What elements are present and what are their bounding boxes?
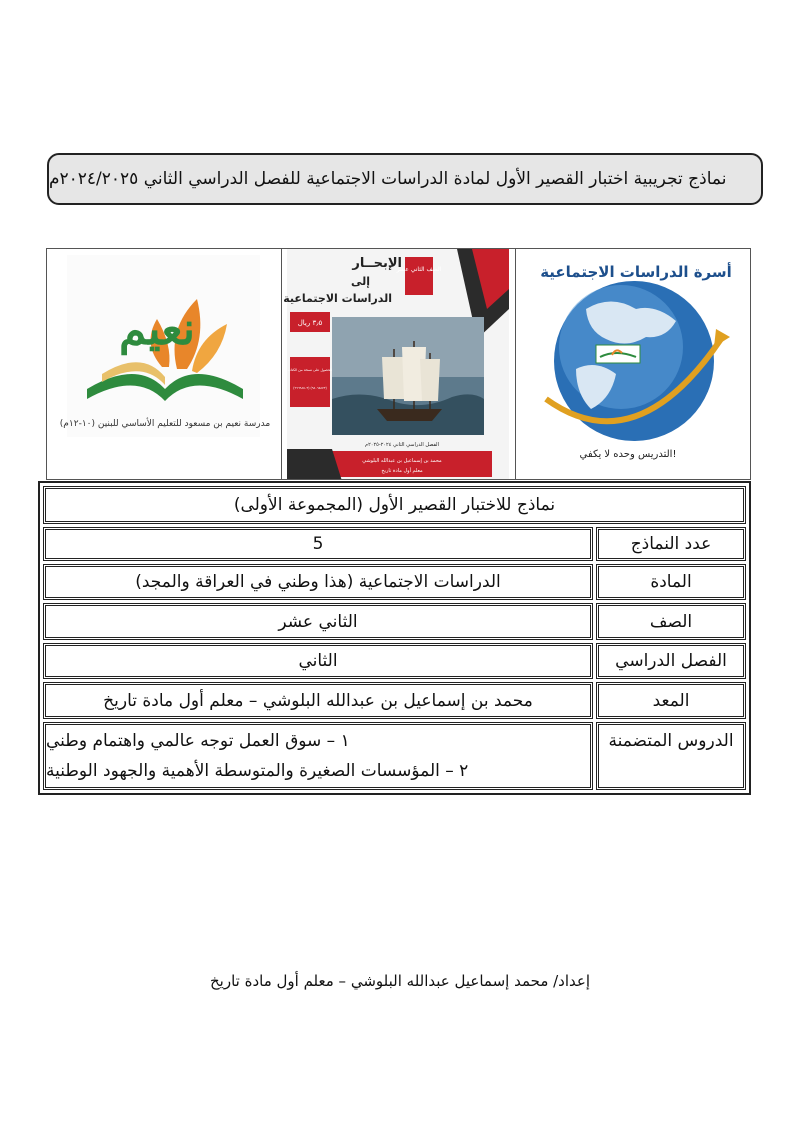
lesson-item: ١ – سوق العمل توجه عالمي واهتمام وطني [46, 731, 350, 751]
book-cover [281, 249, 516, 479]
book-contact: للحصول على نسخة من الكتاب [287, 368, 332, 372]
info-row-grade [43, 603, 746, 640]
info-value: الثاني عشر [43, 603, 593, 640]
book-price: ٣٫٥ ريال [297, 319, 322, 327]
document-title: نماذج تجريبية اختبار القصير الأول لمادة الدراسات الاجتماعية للفصل الدراسي الثاني ٢٠٢٤/٢٠٢٥م [49, 169, 727, 189]
book-contact-numbers: (٩٩٦٩٨٥٠٣) (٩٥٠٦٨٨٧٣) [292, 386, 327, 390]
book-author-role: معلم أول مادة تاريخ [381, 468, 423, 474]
info-label: الصف [596, 603, 746, 640]
info-row-preparer [43, 682, 746, 719]
info-label: الفصل الدراسي [596, 643, 746, 679]
school-logo-graphic [47, 249, 281, 479]
info-row-subject [43, 564, 746, 600]
school-logo [47, 249, 281, 479]
info-value: الدراسات الاجتماعية (هذا وطني في العراقة والمجد) [43, 564, 593, 600]
info-label: عدد النماذج [596, 527, 746, 561]
info-table-header-row [43, 486, 746, 524]
family-logo-graphic [516, 249, 750, 479]
book-author: محمد بن إسماعيل بن عبدالله البلوشي [361, 458, 442, 464]
lesson-item: ٢ – المؤسسات الصغيرة والمتوسطة الأهمية والجهود الوطنية [46, 761, 469, 781]
book-term: الفصل الدراسي الثاني ٢٠٢٤-٢٠٢٥م [364, 442, 439, 448]
book-title-line3: الدراسات الاجتماعية [282, 292, 392, 305]
info-row-lessons [43, 722, 746, 790]
logos-row [46, 248, 751, 480]
family-logo-title: أسرة الدراسات الاجتماعية [540, 263, 733, 281]
book-title-line2: إلى [350, 275, 370, 288]
footer-credit: إعداد/ محمد إسماعيل عبدالله البلوشي – معلم أول مادة تاريخ [209, 972, 591, 990]
lessons-list [43, 722, 593, 790]
book-side-tag: الصف الثاني عشر [396, 266, 442, 273]
book-cover-graphic [282, 249, 516, 479]
info-value: الثاني [43, 643, 593, 679]
info-value: محمد بن إسماعيل بن عبدالله البلوشي – معلم أول مادة تاريخ [43, 682, 593, 719]
info-table-header: نماذج للاختبار القصير الأول (المجموعة الأولى) [43, 486, 746, 524]
info-row-models-count [43, 527, 746, 561]
family-logo-slogan: التدريس وحده لا يكفي! [579, 449, 677, 460]
family-logo [515, 249, 750, 479]
school-logo-caption: مدرسة نعيم بن مسعود للتعليم الأساسي للبنين (١٠-١٢م) [59, 419, 271, 429]
school-logo-name: نعيم [119, 304, 196, 355]
info-label: المعد [596, 682, 746, 719]
document-title-box [47, 153, 763, 205]
lessons-label: الدروس المتضمنة [596, 722, 746, 790]
info-row-semester [43, 643, 746, 679]
info-table [38, 481, 751, 795]
info-label: المادة [596, 564, 746, 600]
book-title: الإبحــار [352, 256, 402, 271]
info-value: 5 [43, 527, 593, 561]
